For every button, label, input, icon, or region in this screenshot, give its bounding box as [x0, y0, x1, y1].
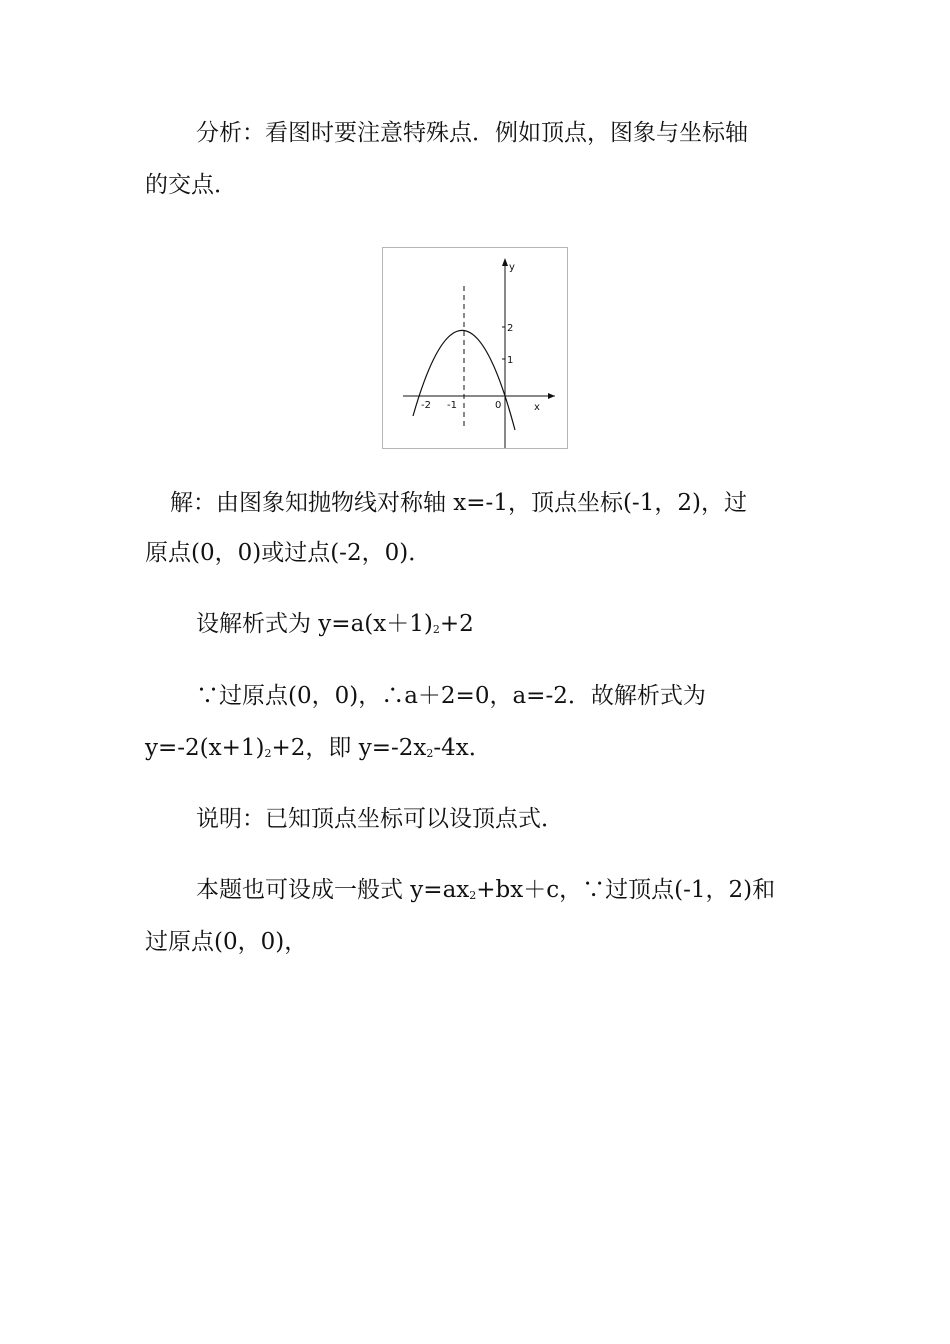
assume-suffix: +2 [439, 611, 474, 637]
because-line-2 [145, 733, 492, 767]
assume-line [196, 609, 474, 643]
because-line-1: ∵过原点(0，0)，∴a＋2=0，a=-2．故解析式为 [196, 683, 706, 709]
y-axis-arrow-icon [502, 258, 508, 266]
x-axis-arrow-icon [548, 393, 555, 399]
analysis-line-2: 的交点． [145, 172, 237, 198]
because-line-2-b: +2，即 y=-2x [271, 735, 427, 761]
x-tick-label-neg1: -1 [447, 400, 457, 411]
assume-prefix: 设解析式为 y=a(x＋1) [196, 611, 433, 637]
x-tick-label-neg2: -2 [421, 400, 431, 411]
general-line-2: 过原点(0，0)， [145, 929, 308, 955]
because-exponent-1: 2 [264, 747, 272, 760]
y-axis-label: y [509, 262, 515, 273]
general-line-1-a: 本题也可设成一般式 y=ax [196, 877, 470, 903]
y-tick-label-1: 1 [507, 355, 514, 366]
x-axis-label: x [534, 402, 540, 413]
because-exponent-2: 2 [426, 747, 434, 760]
note-line: 说明：已知顶点坐标可以设顶点式． [196, 806, 564, 832]
because-line-2-a: y=-2(x+1) [145, 735, 265, 761]
analysis-line-1: 分析：看图时要注意特殊点．例如顶点，图象与坐标轴 [196, 120, 748, 146]
parabola-figure [382, 247, 568, 449]
origin-label: 0 [495, 400, 502, 411]
y-tick-label-2: 2 [507, 323, 514, 334]
general-exponent: 2 [469, 889, 477, 902]
solution-line-1: 解：由图象知抛物线对称轴 x=-1，顶点坐标(-1，2)，过 [170, 490, 747, 516]
solution-line-2: 原点(0，0)或过点(-2，0)． [145, 540, 432, 566]
parabola-graph [383, 248, 567, 448]
because-line-2-c: -4x． [433, 735, 492, 761]
general-line-1-b: +bx＋c，∵过顶点(-1，2)和 [476, 877, 776, 903]
assume-exponent: 2 [432, 623, 440, 636]
general-line-1 [196, 875, 775, 909]
